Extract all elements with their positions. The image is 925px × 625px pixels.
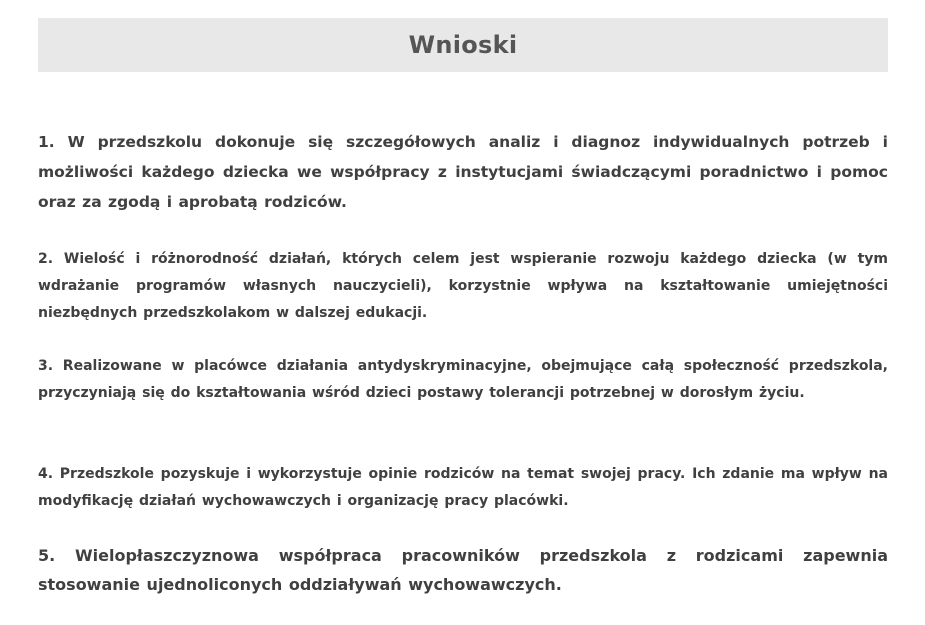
- conclusion-item-1: [38, 127, 888, 217]
- conclusion-item-3: [38, 353, 888, 407]
- conclusion-item-4: [38, 461, 888, 515]
- conclusion-text: 4. Przedszkole pozyskuje i wykorzystuje opinie rodziców na temat swojej pracy. Ich zdanie ma wpływ na modyfikację działań wychowawczych i organizację pracy placówki.: [38, 466, 888, 509]
- conclusion-item-5: [38, 541, 888, 599]
- page-title-bar: [38, 18, 888, 72]
- conclusion-text: 3. Realizowane w placówce działania antydyskryminacyjne, obejmujące całą społeczność przedszkola, przyczyniają się do kształtowania wśród dzieci postawy tolerancji potrzebnej w dorosłym życiu.: [38, 358, 888, 401]
- conclusion-text: 1. W przedszkolu dokonuje się szczegółowych analiz i diagnoz indywidualnych potrzeb i możliwości każdego dziecka we współpracy z instytucjami świadczącymi poradnictwo i pomoc oraz za zgodą i aprobatą rodziców.: [38, 133, 888, 211]
- conclusion-text: 5. Wielopłaszczyznowa współpraca pracowników przedszkola z rodzicami zapewnia stosowanie ujednoliconych oddziaływań wychowawczych.: [38, 546, 888, 594]
- conclusion-item-2: [38, 246, 888, 327]
- page-title: Wnioski: [408, 31, 518, 59]
- conclusion-text: 2. Wielość i różnorodność działań, których celem jest wspieranie rozwoju każdego dziecka (w tym wdrażanie programów własnych nauczycieli), korzystnie wpływa na kształtowanie umiejętności niezbędnych przedszkolakom w dalszej edukacji.: [38, 251, 888, 321]
